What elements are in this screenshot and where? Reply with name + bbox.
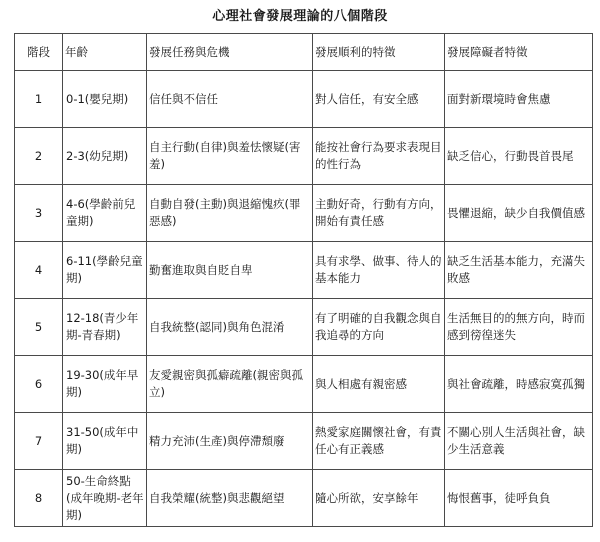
- header-age: 年齡: [63, 34, 147, 71]
- stages-table: [14, 33, 593, 527]
- cell-age: 50-生命終點(成年晚期-老年期): [63, 470, 147, 527]
- table-row: [15, 470, 593, 527]
- cell-stage: 1: [15, 71, 63, 128]
- cell-positive: 主動好奇，行動有方向，開始有責任感: [313, 185, 445, 242]
- table-row: [15, 356, 593, 413]
- cell-age: 6-11(學齡兒童期): [63, 242, 147, 299]
- cell-positive: 對人信任，有安全感: [313, 71, 445, 128]
- cell-age: 2-3(幼兒期): [63, 128, 147, 185]
- cell-positive: 熱愛家庭關懷社會，有責任心有正義感: [313, 413, 445, 470]
- cell-age: 4-6(學齡前兒童期): [63, 185, 147, 242]
- table-row: [15, 185, 593, 242]
- cell-task: 自動自發(主動)與退縮愧疚(罪惡感): [147, 185, 313, 242]
- cell-task: 自主行動(自律)與羞怯懷疑(害羞): [147, 128, 313, 185]
- cell-negative: 面對新環境時會焦慮: [445, 71, 593, 128]
- table-row: [15, 299, 593, 356]
- cell-stage: 8: [15, 470, 63, 527]
- cell-task: 自我榮耀(統整)與悲觀絕望: [147, 470, 313, 527]
- header-stage: 階段: [15, 34, 63, 71]
- cell-positive: 能按社會行為要求表現目的性行為: [313, 128, 445, 185]
- header-task: 發展任務與危機: [147, 34, 313, 71]
- header-positive: 發展順利的特徵: [313, 34, 445, 71]
- cell-age: 12-18(青少年期-青春期): [63, 299, 147, 356]
- cell-stage: 3: [15, 185, 63, 242]
- cell-positive: 具有求學、做事、待人的基本能力: [313, 242, 445, 299]
- cell-positive: 與人相處有親密感: [313, 356, 445, 413]
- cell-age: 31-50(成年中期): [63, 413, 147, 470]
- table-row: [15, 413, 593, 470]
- table-row: [15, 242, 593, 299]
- cell-negative: 不關心別人生活與社會，缺少生活意義: [445, 413, 593, 470]
- cell-stage: 2: [15, 128, 63, 185]
- table-row: [15, 71, 593, 128]
- cell-task: 精力充沛(生產)與停滯頹廢: [147, 413, 313, 470]
- header-negative: 發展障礙者特徵: [445, 34, 593, 71]
- cell-task: 信任與不信任: [147, 71, 313, 128]
- cell-age: 19-30(成年早期): [63, 356, 147, 413]
- table-row: [15, 128, 593, 185]
- cell-stage: 6: [15, 356, 63, 413]
- cell-stage: 5: [15, 299, 63, 356]
- cell-positive: 有了明確的自我觀念與自我追尋的方向: [313, 299, 445, 356]
- cell-stage: 7: [15, 413, 63, 470]
- cell-task: 自我統整(認同)與角色混淆: [147, 299, 313, 356]
- cell-negative: 缺乏生活基本能力，充滿失敗感: [445, 242, 593, 299]
- cell-task: 友愛親密與孤癖疏離(親密與孤立): [147, 356, 313, 413]
- cell-negative: 缺乏信心，行動畏首畏尾: [445, 128, 593, 185]
- cell-negative: 悔恨舊事，徒呼負負: [445, 470, 593, 527]
- table-title: 心理社會發展理論的八個階段: [212, 9, 388, 24]
- cell-task: 勤奮進取與自貶自卑: [147, 242, 313, 299]
- cell-negative: 畏懼退縮，缺少自我價值感: [445, 185, 593, 242]
- cell-negative: 生活無目的的無方向，時而感到徬徨迷失: [445, 299, 593, 356]
- cell-age: 0-1(嬰兒期): [63, 71, 147, 128]
- cell-positive: 隨心所欲，安享餘年: [313, 470, 445, 527]
- header-row: [15, 34, 593, 71]
- cell-negative: 與社會疏離，時感寂寞孤獨: [445, 356, 593, 413]
- cell-stage: 4: [15, 242, 63, 299]
